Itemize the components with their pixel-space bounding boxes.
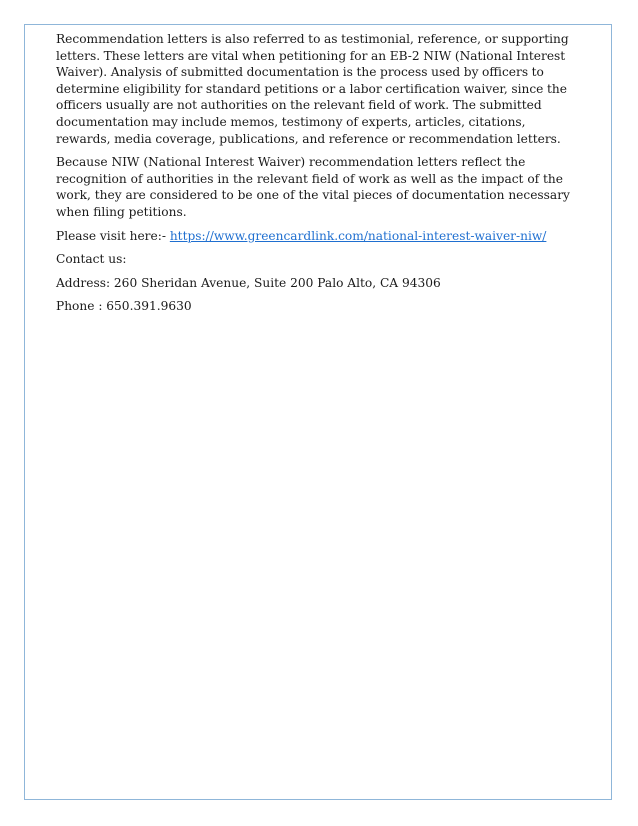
phone-line: Phone : 650.391.9630 [56,299,192,314]
contact-heading: Contact us: [56,252,127,267]
niw-paragraph: Because NIW (National Interest Waiver) recommendation letters reflect the recognition of authorities in the relevant field of work as well as the impact of the work, they are considered to be one of the vital pieces of documentation necessary when filing petitions. [56,155,570,219]
visit-prefix: Please visit here:- [56,228,170,243]
intro-paragraph: Recommendation letters is also referred to as testimonial, reference, or supporting letters. These letters are vital when petitioning for an EB-2 NIW (National Interest Waiver). Analysis of submitted documentation is the process used by officers to determine eligibility for standard petitions or a labor certification waiver, since the officers usually are not authorities on the relevant field of work. The submitted documentation may include memos, testimony of experts, articles, citations, rewards, media coverage, publications, and reference or recommendation letters. [56,32,569,146]
greencardlink-link[interactable]: https://www.greencardlink.com/national-interest-waiver-niw/ [169,228,547,243]
address-line: Address: 260 Sheridan Avenue, Suite 200 Palo Alto, CA 94306 [56,275,441,290]
document-body [56,31,576,322]
visit-line [56,228,576,245]
